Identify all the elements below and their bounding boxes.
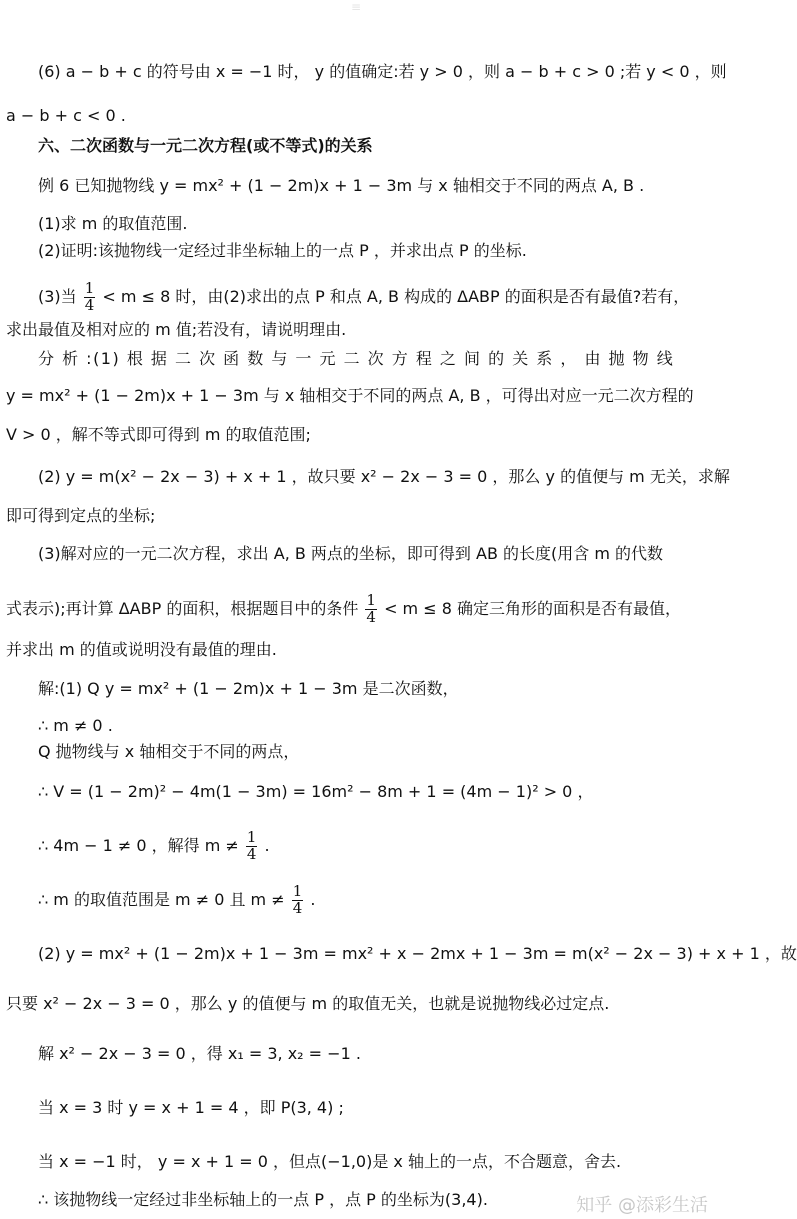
top-faint-mark: ≡: [350, 0, 362, 14]
solution-2: (2) y = mx² + (1 − 2m)x + 1 − 3m = mx² + x − 2mx + 1 − 3m = m(x² − 2x − 3) + x + 1 ，故: [38, 944, 797, 963]
analysis-3: (3)解对应的一元二次方程，求出 A, B 两点的坐标，即可得到 AB 的长度(用含 m 的代数: [38, 544, 664, 563]
solution-1-range: [38, 884, 315, 917]
example-6-statement: 例 6 已知抛物线 y = mx² + (1 − 2m)x + 1 − 3m 与 x 轴相交于不同的两点 A, B .: [38, 176, 645, 195]
question-2: (2)证明:该抛物线一定经过非坐标轴上的一点 P ，并求出点 P 的坐标.: [38, 241, 527, 260]
watermark: 知乎 @添彩生活: [576, 1195, 708, 1216]
solution-1-range-end: .: [310, 889, 316, 909]
solution-2-point-p: 当 x = 3 时 y = x + 1 = 4 ，即 P(3, 4) ;: [38, 1098, 344, 1117]
solution-1-m-nonzero: ∴ m ≠ 0 .: [38, 716, 113, 735]
fraction-numerator: 1: [366, 591, 376, 609]
fraction-denominator: 4: [292, 898, 303, 917]
fraction-numerator: 1: [246, 828, 257, 846]
solution-1-range-prefix: ∴ m 的取值范围是 m ≠ 0 且 m ≠: [38, 889, 285, 909]
analysis-3-cont-rest: < m ≤ 8 确定三角形的面积是否有最值，: [384, 598, 681, 618]
fraction-denominator: 4: [84, 295, 95, 314]
analysis-1: 分 析 :(1) 根 据 二 次 函 数 与 一 元 二 次 方 程 之 间 的 关 系 ， 由 抛 物 线: [38, 349, 675, 368]
solution-2-conclusion: ∴ 该抛物线一定经过非坐标轴上的一点 P ，点 P 的坐标为(3,4).: [38, 1190, 488, 1209]
fraction-denominator: 4: [366, 607, 376, 626]
solution-1-solve-prefix: ∴ 4m − 1 ≠ 0 ，解得 m ≠: [38, 835, 239, 855]
analysis-2: (2) y = m(x² − 2x − 3) + x + 1 ，故只要 x² − 2x − 3 = 0 ，那么 y 的值便与 m 无关，求解: [38, 467, 730, 486]
section-heading: 六、二次函数与一元二次方程(或不等式)的关系: [38, 136, 373, 155]
fraction-denominator: 4: [246, 844, 257, 863]
analysis-2-cont: 即可得到定点的坐标;: [6, 506, 156, 525]
fraction-numerator: 1: [84, 279, 95, 297]
solution-1-solve: [38, 830, 270, 863]
solution-2-reject: 当 x = −1 时， y = x + 1 = 0 ，但点(−1,0)是 x 轴上的一点，不合题意，舍去.: [38, 1152, 622, 1171]
solution-1-intersect: Q 抛物线与 x 轴相交于不同的两点，: [38, 742, 300, 761]
analysis-3-end: 并求出 m 的值或说明没有最值的理由.: [6, 640, 277, 659]
question-3-rest: < m ≤ 8 时，由(2)求出的点 P 和点 A, B 构成的 ΔABP 的面积是否有最值?若有，: [102, 286, 690, 306]
fraction-one-quarter-4: [292, 884, 304, 917]
analysis-3-cont: [6, 593, 681, 626]
line-6-sign: (6) a − b + c 的符号由 x = −1 时， y 的值确定:若 y > 0 ，则 a − b + c > 0 ;若 y < 0 ，则: [38, 62, 727, 81]
analysis-3-cont-prefix: 式表示);再计算 ΔABP 的面积，根据题目中的条件: [6, 598, 359, 618]
solution-1-discriminant: ∴ V = (1 − 2m)² − 4m(1 − 3m) = 16m² − 8m + 1 = (4m − 1)² > 0 ，: [38, 782, 594, 801]
question-1: (1)求 m 的取值范围.: [38, 214, 188, 233]
question-3-cont: 求出最值及相对应的 m 值;若没有，请说明理由.: [6, 320, 347, 339]
solution-2-roots: 解 x² − 2x − 3 = 0 ，得 x₁ = 3, x₂ = −1 .: [38, 1044, 361, 1063]
line-6-sign-cont: a − b + c < 0 .: [6, 106, 126, 125]
analysis-1-equation: y = mx² + (1 − 2m)x + 1 − 3m 与 x 轴相交于不同的两点 A, B ，可得出对应一元二次方程的: [6, 386, 694, 405]
solution-2-cont: 只要 x² − 2x − 3 = 0 ，那么 y 的值便与 m 的取值无关，也就是说抛物线必过定点.: [6, 994, 610, 1013]
question-3-prefix: (3)当: [38, 286, 77, 306]
solution-1-solve-end: .: [264, 835, 270, 855]
solution-1: 解:(1) Q y = mx² + (1 − 2m)x + 1 − 3m 是二次函数，: [38, 679, 459, 698]
analysis-1-cont: V > 0 ，解不等式即可得到 m 的取值范围;: [6, 425, 311, 444]
question-3: [38, 281, 689, 314]
fraction-numerator: 1: [292, 882, 303, 900]
fraction-one-quarter-2: [365, 593, 377, 626]
fraction-one-quarter-3: [246, 830, 258, 863]
fraction-one-quarter: [84, 281, 96, 314]
